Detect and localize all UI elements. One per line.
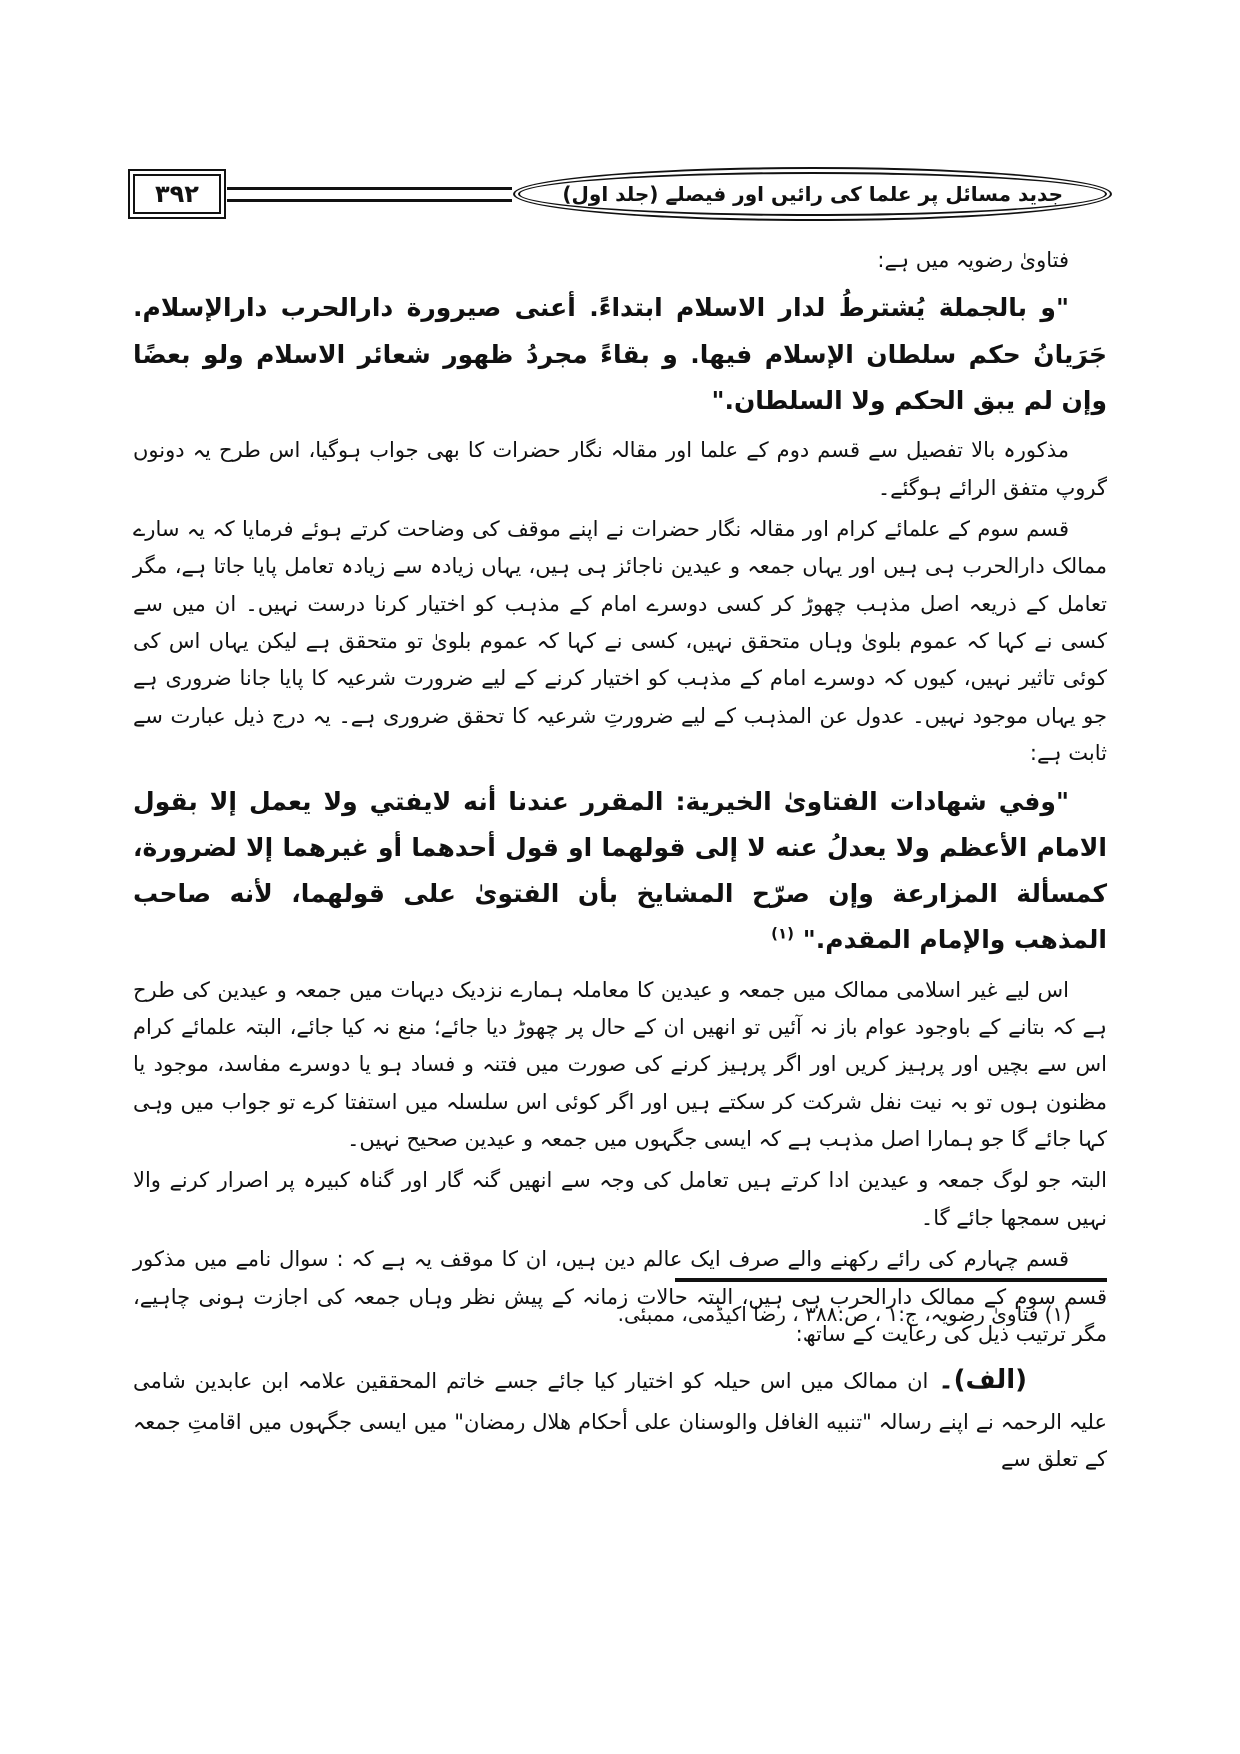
footnote-area xyxy=(133,1278,1107,1330)
urdu-paragraph-5: قسم چہارم کی رائے رکھنے والے صرف ایک عالم دین ہیں، ان کا موقف یہ ہے کہ : سوال نامے میں مذکور قسم سوم کے ممالک دارالحرب ہی ہیں، البتہ حالات زمانہ کے پیش نظر وہاں جمعہ کی اجازت ہونی چاہیے، مگر ترتیب ذیل کی رعایت کے ساتھ: xyxy=(133,1247,1107,1346)
urdu-paragraph-1: مذکورہ بالا تفصیل سے قسم دوم کے علما اور مقالہ نگار حضرات کا بھی جواب ہوگیا، اس طرح یہ دونوں گروپ متفق الرائے ہوگئے۔ xyxy=(133,438,1107,500)
urdu-paragraph-6-text: ان ممالک میں اس حیلہ کو اختیار کیا جائے جسے خاتم المحققین علامہ ابن عابدین شامی علیہ الرحمہ نے اپنے رسالہ "تنبیه الغافل والوسنان علی أحکام هلال رمضان" میں ایسی جگہوں میں اقامتِ جمعہ کے تعلق سے xyxy=(133,1369,1107,1471)
footnote-divider xyxy=(675,1278,1107,1282)
urdu-paragraph-3: اس لیے غیر اسلامی ممالک میں جمعہ و عیدین کا معاملہ ہمارے نزدیک دیہات میں جمعہ و عیدین کی طرح ہے کہ بتانے کے باوجود عوام باز نہ آئیں تو انھیں ان کے حال پر چھوڑ دیا جائے؛ منع نہ کیا جائے، البتہ علمائے کرام اس سے بچیں اور پرہیز کریں اور اگر پرہیز کرنے کی صورت میں فتنہ و فساد ہو یا دوسرے مفاسد، موجود یا مظنون ہوں تو بہ نیت نفل شرکت کر سکتے ہیں اور اگر کوئی اس سلسلہ میں استفتا کرے تو جواب میں وہی کہا جائے گا جو ہمارا اصل مذہب ہے کہ ایسی جگہوں میں جمعہ و عیدین صحیح نہیں۔ xyxy=(133,977,1107,1151)
arabic-quote-2-text: "وفي شهادات الفتاوىٰ الخيرية: المقرر عندنا أنه لايفتي ولا يعمل إلا بقول الامام الأعظم ولا يعدلُ عنه لا إلى قولهما او قول أحدهما أو غيرهما إلا لضرورة، كمسألة المزارعة وإن صرّح المشايخ بأن الفتوىٰ على قولهما، لأنه صاحب المذهب والإمام المقدم." xyxy=(133,786,1107,955)
urdu-paragraph-4: البتہ جو لوگ جمعہ و عیدین ادا کرتے ہیں تعامل کی وجہ سے انھیں گنہ گار اور گناہ کبیرہ پر اصرار کرنے والا نہیں سمجھا جائے گا۔ xyxy=(133,1168,1107,1230)
urdu-paragraph-2: قسم سوم کے علمائے کرام اور مقالہ نگار حضرات نے اپنے موقف کی وضاحت کرتے ہوئے فرمایا کہ یہ سارے ممالک دارالحرب ہی ہیں اور یہاں جمعہ و عیدین ناجائز ہی ہیں، یہاں زیادہ سے زیادہ تعامل پایا جاتا ہے، مگر تعامل کے ذریعہ اصل مذہب چھوڑ کر کسی دوسرے امام کے مذہب کو اختیار کرنا درست نہیں۔ ان میں سے کسی نے کہا کہ عموم بلویٰ وہاں متحقق نہیں، کسی نے کہا کہ عموم بلویٰ تو متحقق ہے لیکن یہاں اس کی کوئی تاثیر نہیں، کیوں کہ دوسرے امام کے مذہب کو اختیار کرنے کے لیے ضرورت شرعیہ کا پایا جانا ضروری ہے جو یہاں موجود نہیں۔ عدول عن المذہب کے لیے ضرورتِ شرعیہ کا تحقق ضروری ہے۔ یہ درج ذیل عبارت سے ثابت ہے: xyxy=(133,516,1107,766)
footnote-text: (۱) فتاویٰ رضویہ، ج:۱ ، ص:۳۸۸ ، رضا اکیڈمی، ممبئی. xyxy=(617,1302,1071,1326)
arabic-quote-2 xyxy=(133,779,1107,964)
header-double-rule xyxy=(227,187,512,202)
intro-line: فتاویٰ رضویہ میں ہے: xyxy=(877,248,1069,272)
book-title-cartouche: جدید مسائل پر علما کی رائیں اور فیصلے (جلد اول) xyxy=(518,172,1107,216)
urdu-paragraph-6 xyxy=(133,1357,1107,1478)
arabic-quote-1: "و بالجملة يُشترطُ لدار الاسلام ابتداءً. أعنى صيرورة دارالحرب دارالإسلام. جَرَيانُ حكم سلطان الإسلام فيها. و بقاءً مجردُ ظهور شعائر الاسلام ولو بعضًا وإن لم يبق الحكم ولا السلطان." xyxy=(133,293,1107,415)
page-number: ۳۹۲ xyxy=(133,174,221,214)
list-item-alif-label: (الف)۔ xyxy=(938,1365,1027,1396)
page-header xyxy=(133,168,1107,220)
footnote-marker: (١) xyxy=(771,924,794,943)
